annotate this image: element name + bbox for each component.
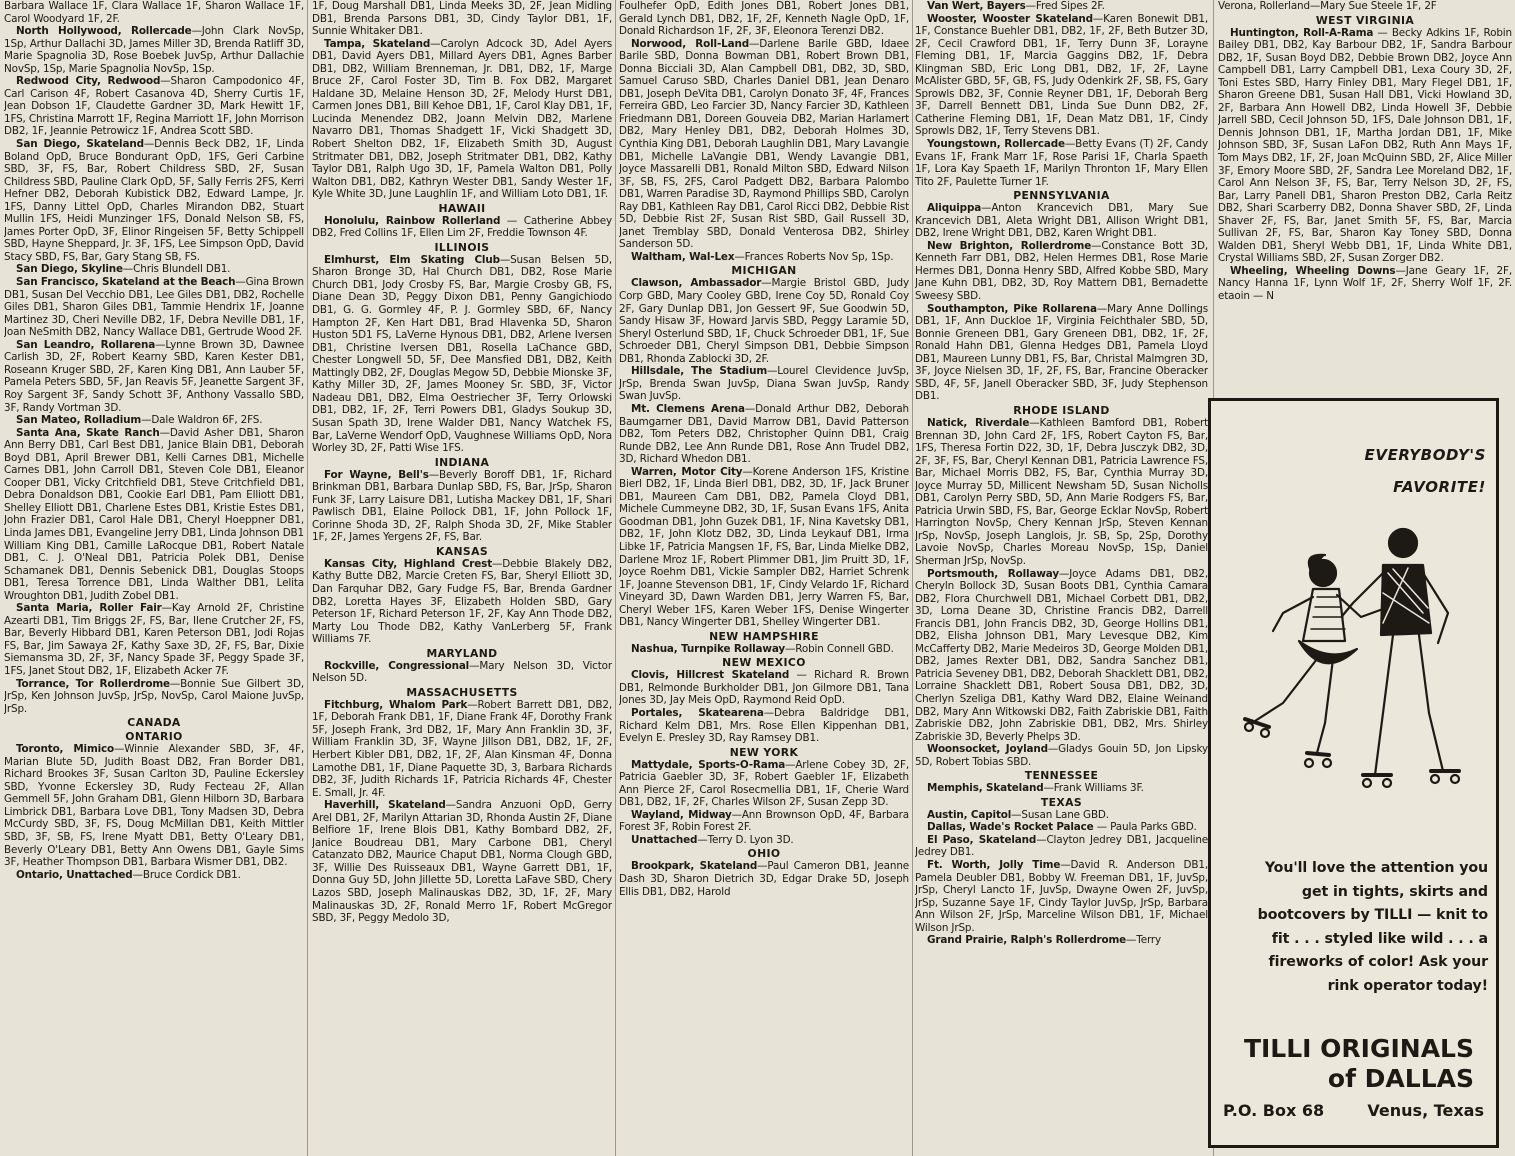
rink-name: Memphis, Skateland [927, 782, 1044, 795]
skater-results: —Arlene Cobey 3D, 2F, Patricia Gaebler 3D, 3F, Robert Gaebler 1F, Elizabeth Ann Pierce 2F, Carol Rosecmellia DB1, 1F, Cherie Ward DB1, DB2, 1F, 2F, Charles Wilson 2F, Susan Zepp 3D. [619, 758, 909, 809]
rink-listing [4, 0, 304, 25]
skater-results: —Terry [1126, 934, 1162, 947]
skater-results: —Sandra Anzuoni OpD, Gerry Arel DB1, 2F, Marilyn Attarian 3D, Rhonda Austin 2F, Diane Belfiore 1F, Irene Blois DB1, Kathy Bombard DB2, 2F, Janice Boudreau DB1, Mary Carbone DB1, Cheryl Catanzato DB2, Maurice Chaput DB1, Norma Clough GBD, 3F, Willie Des Ruisseaux DB1, Wayne Garrett DB1, 1F, Donna Guy 5D, John Jillette 5D, Loretta LaFave SBD, Chery Lazos SBD, Joseph Malinauskas DB2, 3D, 1F, 2F, Mary Malinauskas 3D, 2F, Ronald Merro 1F, Robert McGregor SBD, 3F, Peggy Medolo 3D, [312, 799, 612, 925]
state-heading: NEW HAMPSHIRE [709, 629, 819, 643]
skater-results: —Jane Geary 1F, 2F, Nancy Hanna 1F, Lynn Wolf 1F, 2F, Sherry Wolf 1F, 2F. etaoin — N [1218, 264, 1512, 303]
rink-listing [915, 138, 1208, 188]
skater-results: —Susan Belsen 5D, Sharon Bronge 3D, Hal Church DB1, DB2, Rose Marie Church DB1, Jody Crosby FS, Bar, Margie Crosby GB, FS, Diane Dean 3D, Peggy Dixon DB1, Penny Gangichiodo DB1, G. G. Gormley 4F, P. J. Gormley SBD, 6F, Nancy Hampton 2F, Ken Hart DB1, Brad Hlavenka 5D, Sharon Huston 5D1 FS, LaVerne Hynous DB1, DB2, Arlene Iversen DB1, Christine Iversen DB1, Rosella LaChance GBD, Chester Longwell 5D, 5F, Dee Mansfied DB1, DB2, Keith Mattingly DB2, 2F, Douglas Megow 5D, Debbie Mionske 3F, Kathy Miller 3D, 2F, James Mooney Sr. SBD, 3F, Victor Nadeau DB1, DB2, Elma Oestriecher 3F, Terry Orlowski DB1, DB2, 1F, 2F, Terri Powers DB1, Gladys Soukup 3D, Susan Spath 3D, Irene Walder DB1, Nancy Watchek FS, Bar, LaVerne Wendorf OpD, Vaughnese Williams OpD, Nora Worley 3D, 2F, Patti Wise 1FS. [312, 253, 612, 455]
column-rule [307, 0, 308, 1156]
skater-results: —Clayton Jedrey DB1, Jacqueline Jedrey DB1. [915, 833, 1208, 859]
rink-listing [915, 0, 1208, 13]
rink-name: Portales, Skatearena [631, 706, 764, 719]
rink-name: Elmhurst, Elm Skating Club [324, 253, 500, 266]
skater-results: —Robert Barrett DB1, DB2, 1F, Deborah Frank DB1, 1F, Diane Frank 4F, Dorothy Frank 5F, Joseph Frank, 3rd DB2, 1F, Mary Ann Franklin 3D, 3F, William Franklin 3D, 3F, Wayne Jillson DB1, DB2, 1F, 2F, Herbert Kibler DB1, DB2, 1F, 2F, Alan Kinsman 4F, Donna Lamothe DB1, 1F, Diane Paquette 3D, 3, Barbara Richards DB2, 3F, Judith Richards 1F, Patricia Richards 4F, Chester E. Small, Jr. 4F. [312, 698, 612, 799]
rink-listing [915, 934, 1208, 947]
rink-listing [915, 202, 1208, 240]
rink-name: For Wayne, Bell's [324, 468, 429, 481]
rink-listing [915, 13, 1208, 138]
rink-listing [915, 859, 1208, 934]
skating-couple-illustration [1233, 513, 1483, 813]
listing-column-2 [312, 0, 612, 1156]
rink-listing [619, 0, 909, 38]
rink-listing [4, 138, 304, 263]
rink-listing [619, 643, 909, 656]
rink-name: Clovis, Hillcrest Skateland [631, 669, 790, 682]
skater-results: —Darlene Barile GBD, Idaee Barile SBD, Donna Bowman DB1, Robert Brown DB1, Donna Bicciali 3D, Alan Campbell DB1, DB2, 3D, SBD, Samuel Caruso SBD, Charles Daniel DB1, Jean Denaro DB1, Joseph DeVita DB1, Carolyn Donato 3F, 4F, Frances Ferreira GBD, Leo Farcier 3D, Nancy Farcier 3D, Kathleen Friedmann DB1, Doreen Gouveia DB2, Marian Harlamert DB2, Mary Henley DB1, DB2, Deborah Holmes 3D, Cynthia King DB1, Deborah Laughlin DB1, Mary Lavangie DB1, Michelle LaVangie DB1, Wendy Lavangie DB1, Joyce Massarelli DB1, Ronald Milton SBD, Edward Nilson 3F, SB, FS, 2FS, Carol Padgett DB2, Barbara Palombo DB1, Warren Paradise 3D, Raymond Phillips SBD, Carolyn Ray DB1, Kathleen Ray DB1, Carol Ricci DB2, Debbie Rist 5D, Debbie Rist 2F, Susan Rist SBD, Gail Russell 3D, Janet Tremblay SBD, Donald Venterosa DB2, Shirley Sanderson 5D. [619, 37, 909, 251]
rink-listing [619, 860, 909, 898]
rink-listing [4, 869, 304, 882]
state-heading: MICHIGAN [731, 264, 797, 278]
rink-listing [1218, 0, 1512, 13]
column-rule [912, 0, 913, 1156]
state-heading: NEW YORK [729, 745, 799, 759]
rink-name: Toronto, Mimico [16, 743, 115, 756]
rink-listing [619, 38, 909, 251]
city: Venus, Texas [1367, 1101, 1484, 1120]
skater-results: —Korene Anderson 1FS, Kristine Bierl DB2, 1F, Linda Bierl DB1, DB2, 3D, 1F, Jack Bruner DB1, Maureen Cam DB1, DB2, Pamela Cloyd DB1, Michele Cummeyne DB2, 3D, 1F, Susan Evans 1FS, Anita Goodman DB1, John Guzek DB1, 1F, Nina Kavetsky DB1, DB2, 1F, John Klotz DB2, 3D, Linda Leykauf DB1, Irma Libke 1F, Patricia Mangsen 1F, FS, Bar, Linda Mielke DB2, Darlene Mroz 1F, Robert Plimmer DB1, Jim Pruitt 3D, 1F, Joyce Roehm DB1, Vickie Sampler DB2, Harriet Schrenk 1F, Joanne Stevenson DB1, 1F, Cindy Velardo 1F, Richard Vineyard 3D, Dawn Warden DB1, Jerry Warren FS, Bar, Cheryl Weber 1FS, Karen Weber 1FS, Denise Wingerter DB1, Nancy Wingerter DB1, Shelley Wingerter DB1. [619, 465, 909, 629]
rink-name: Torrance, Tor Rollerdrome [16, 677, 170, 690]
rink-name: Unattached [631, 833, 698, 846]
skater-results: —Joyce Adams DB1, DB2, Cheryln Bollock 3D, Susan Boots DB1, Cynthia Camara DB2, Flora Churchwell DB1, Michael Corbett DB1, DB2, 3D, Lorna Deane 3D, Christine Francis DB2, Darrell Francis DB1, John Francis DB2, 3D, George Hollins DB1, DB2, Elisha Johnson DB1, Mary Levesque DB2, Kim McCafferty DB2, Marie Medeiros 3D, George Molden DB1, DB2, James Rexter DB1, DB2, Sandra Sanchez DB1, Patricia Seveney DB1, DB2, Deborah Shacklett DB1, DB2, Lorraine Shacklett DB1, Robert Sousa DB1, DB2, 3D, Cherlyn Szeliga DB1, Kathy Ward DB2, Elaine Weinand DB2, Mary Ann Witkowski DB2, Faith Zabriskie DB1, Faith Zabriskie DB2, John Zabriskie DB1, DB2, Mrs. Shirley Zabriskie 3D, Beverly Phelps 3D. [915, 567, 1208, 743]
skater-results: —Kathleen Bamford DB1, Robert Brennan 3D, John Card 2F, 1FS, Robert Cayton FS, Bar, 1FS, Theresa Fortin D22, 3D, 1F, Debra Jusczyk DB2, 3D, 2F, 3F, FS, Bar, Cheryl Kennan DB1, Patricia Lawrence FS, Bar, Michael Morris DB2, FS, Bar, Cynthia Murray 3D, Joyce Murray 5D, Millicent Newsham 5D, Susan Nicholls DB1, Carolyn Perry SBD, 5D, Ann Marie Rodgers FS, Bar, Patricia Urwin SBD, FS, Bar, George Ecklar NovSp, Robert Harrington NovSp, Chery Kennan JrSp, Steven Kennan JrSp, NovSp, Joseph Langlois, Jr. SB, Sp, 2Sp, Dorothy Lavoie NovSp, Charles Moreau NovSp, 1Sp, Daniel Sherman JrSp, NovSp. [915, 416, 1208, 567]
skater-results: —Mary Nelson 3D, Victor Nelson 5D. [312, 659, 612, 685]
rink-name: Wheeling, Wheeling Downs [1230, 264, 1396, 277]
ad-headline: EVERYBODY'S FAVORITE! [1364, 446, 1486, 496]
rink-listing [915, 240, 1208, 303]
rink-listing [915, 834, 1208, 859]
rink-listing [619, 277, 909, 365]
rink-listing [915, 782, 1208, 795]
rink-listing [619, 403, 909, 466]
skater-results: —Karen Bonewit DB1, 1F, Constance Buehler DB1, DB2, 1F, 2F, Beth Butzer 3D, 2F, Cecil Crawford DB1, 1F, Terry Dunn 3F, Lorayne Fleming DB1, 1F, Marcia Gaggins DB2, 1F, Debra Klingman SBD, Eric Long DB1, DB2, 1F, 2F, Layne McAlister GBD, 5F, GB, FS, Judy Odenkirk 2F, SB, FS, Gary Sprowls DB2, 3F, Connie Reyner DB1, 1F, Deborah Berg 3F, Darrell Bennett DB1, Linda Sue Dunn DB2, 2F, Catherine Fleming DB1, 1F, Dean Matz DB1, 1F, Cindy Sprowls DB2, 1F, Terry Stevens DB1. [915, 12, 1208, 138]
rink-name: Nashua, Turnpike Rollaway [631, 642, 786, 655]
rink-listing [312, 699, 612, 799]
rink-name: Austin, Capitol [927, 808, 1012, 821]
rink-name: Wayland, Midway [631, 808, 732, 821]
rink-name: Kansas City, Highland Crest [324, 557, 493, 570]
po-box: P.O. Box 68 [1223, 1101, 1325, 1120]
rink-listing [4, 427, 304, 603]
rink-name: Mt. Clemens Arena [631, 402, 745, 415]
skater-results: —Mary Anne Dollings DB1, 1F, Ann Duckloe 1F, Virginia Feichthaler SBD, 5D, Bonnie Greneen DB1, Gary Greneen DB1, DB2, 1F, 2F, Ronald Hahn DB1, Glenna Hedges DB1, Pamela Lloyd DB1, Maureen Lunny DB1, FS, Bar, Christal Malmgren 3D, 3F, Joyce Nielsen 3D, 1F, 2F, FS, Bar, Francine Oberacker SBD, 4F, 5F, Janell Oberacker SBD, 3F, Judy Stephenson DB1. [915, 302, 1208, 403]
state-heading: MASSACHUSETTS [406, 685, 518, 699]
skater-results: —Carolyn Adcock 3D, Adel Ayers DB1, David Ayers DB1, Millard Ayers DB1, Agnes Barber DB1, DB2, William Brenneman, Jr. DB1, DB2, 1F, Marge Bruce 2F, Carol Foster 3D, Tim B. Fox DB2, Margaret Haldane 3D, Melaine Henson 3D, 2F, Melody Hurst DB1, Carmen Jones DB1, Bill Kehoe DB1, 1F, Carol Klay DB1, 1F, Lucinda Menendez DB2, Joann Melvin DB2, Marlene Navarro DB1, Thomas Shadgett 1F, Vicki Shadgett 3D, Robert Shelton DB2, 1F, Elizabeth Smith 3D, August Stritmater DB1, DB2, Joseph Stritmater DB1, DB2, Kathy Taylor DB1, Ralph Ugo 3D, 1F, Pamela Walton DB1, Polly Walton DB1, DB2, Kathryn Wester DB1, Sandy Wester 1F, Kyle White 3D, June Laughlin 1F, and William Loto DB1, 1F. [312, 37, 612, 201]
rink-name: Southampton, Pike Rollarena [927, 302, 1097, 315]
state-heading: TENNESSEE [1024, 769, 1099, 783]
rink-name: Fitchburg, Whalom Park [324, 698, 468, 711]
rink-name: San Francisco, Skateland at the Beach [16, 276, 236, 289]
skater-results: —Debbie Blakely DB2, Kathy Butte DB2, Marcie Creten FS, Bar, Sheryl Elliott 3D, Dan Farquhar DB2, Gary Fudge FS, Bar, Brenda Gardner DB2, Loretta Hayes 3F, Elizabeth Holden SBD, Gary Peterson 1F, Richard Peterson 1F, 2F, Kay Ann Thode DB2, Marty Lou Thode DB2, Kathy VanLerberg 5F, Frank Williams 7F. [312, 557, 612, 646]
rink-listing [4, 75, 304, 138]
rink-listing [312, 469, 612, 544]
rink-name: Aliquippa [927, 202, 982, 215]
skater-results: —David R. Anderson DB1, Pamela Deubler DB1, Bobby W. Freeman DB1, 1F, JuvSp, JrSp, Cheryl Lancto 1F, JuvSp, Dwayne Owen 2F, JuvSp, JrSp, Suzanne Saye 1F, Cindy Taylor JuvSp, JrSp, Barbara Ann Wilson 2F, JrSp, Marceline Wilson DB1, 1F, Michael Wilson JrSp. [915, 859, 1208, 934]
skater-results: —Bonnie Sue Gilbert 3D, JrSp, Ken Johnson JuvSp, JrSp, NovSp, Carol Maione JuvSp, JrSp. [4, 677, 304, 715]
state-heading: HAWAII [438, 201, 486, 215]
state-heading: WEST VIRGINIA [1315, 13, 1415, 27]
rink-listing [915, 821, 1208, 834]
rink-listing [312, 558, 612, 646]
rink-listing [4, 743, 304, 868]
rink-listing [915, 417, 1208, 568]
state-heading: PENNSYLVANIA [1013, 189, 1110, 203]
skater-results: Verona, Rollerland—Mary Sue Steele 1F, 2F [1218, 0, 1437, 12]
rink-name: Woonsocket, Joyland [927, 743, 1048, 756]
state-heading: OHIO [747, 847, 781, 861]
state-heading: ONTARIO [125, 730, 183, 744]
skater-results: —Ann Brownson OpD, 4F, Barbara Forest 3F, Robin Forest 2F. [619, 808, 909, 834]
rink-name: Van Wert, Bayers [927, 0, 1026, 12]
rink-name: Ft. Worth, Jolly Time [927, 859, 1061, 871]
rink-listing [619, 707, 909, 745]
rink-listing [312, 0, 612, 38]
rink-name: San Diego, Skateland [16, 138, 144, 151]
listing-column-5 [1218, 0, 1512, 380]
rink-name: Warren, Motor City [631, 465, 743, 478]
state-heading: MARYLAND [426, 646, 498, 660]
rink-name: Portsmouth, Rollaway [927, 567, 1059, 580]
skater-results: —Bruce Cordick DB1. [132, 868, 241, 881]
skater-results: —Fred Sipes 2F. [1025, 0, 1105, 12]
rink-name: Natick, Riverdale [927, 416, 1030, 429]
rink-name: Santa Ana, Skate Ranch [16, 426, 160, 439]
rink-name: Hillsdale, The Stadium [631, 365, 768, 378]
rink-listing [619, 669, 909, 707]
skater-results: — Paula Parks GBD. [1093, 821, 1197, 834]
skater-results: —John Clark NovSp, 1Sp, Arthur Dallachi 3D, James Miller 3D, Brenda Ratliff 3D, Marie Spagnolia 3D, Rose Boebek JuvSp, Arthur Dallachie NovSp, 1Sp, Marie Spagnolia NovSp, 1Sp. [4, 25, 304, 75]
skater-results: —Constance Bott 3D, Kenneth Farr DB1, DB2, Helen Hermes DB1, Rose Marie Hermes DB1, Donna Henry SBD, Alfred Kobbe SBD, Mary Jane Kuhn DB1, DB2, 3D, Roy Mattern DB1, Bernadette Sweesy SBD. [915, 239, 1208, 303]
rink-listing [4, 25, 304, 75]
state-heading: CANADA [127, 716, 181, 730]
rink-listing [619, 466, 909, 629]
listing-column-3 [619, 0, 909, 1156]
ad-brand [1214, 1034, 1474, 1094]
rink-name: Santa Maria, Roller Fair [16, 602, 162, 615]
skater-results: Foulhefer OpD, Edith Jones DB1, Robert Jones DB1, Gerald Lynch DB1, DB2, 1F, 2F, Kenneth Nagle OpD, 1F, Donald Richardson 1F, 2F, 3F, Eleonora Terenzi DB2. [619, 0, 909, 38]
rink-listing [915, 743, 1208, 768]
skater-results: 1F, Doug Marshall DB1, Linda Meeks 3D, 2F, Jean Midling DB1, Brenda Parsons DB1, 3D, Cindy Taylor DB1, 1F, Sunnie Whitaker DB1. [312, 0, 612, 38]
skater-results: —Chris Blundell DB1. [122, 263, 231, 276]
skater-results: —David Asher DB1, Sharon Ann Berry DB1, Carl Best DB1, Janice Blain DB1, Deborah Boyd DB1, April Brewer DB1, Kelli Carnes DB1, Michelle Carnes DB1, John Carroll DB1, Steven Cole DB1, Eleanor Cooper DB1, Vicky Critchfield DB1, Steve Critchfield DB1, Debra Donaldson DB1, Cookie Earl DB1, Pam Elliott DB1, Shelley Elliott DB1, Charlene Estes DB1, Kristie Estes DB1, John Frazier DB1, Carol Hale DB1, Cheryl Hoeppner DB1, Linda James DB1, Evangeline Jerry DB1, Linda Johnson DB1 William King DB1, Camille LaRocque DB1, Robert Natale DB1, C. J. O'Neal DB1, Patricia Polek DB1, Denise Schamanek DB1, Dennis Sebenick DB1, Douglas Stoops DB1, Teresa Torrence DB1, Linda Walther DB1, Lelita Wroughton DB1, Judith Zobel DB1. [4, 426, 304, 602]
rink-listing [619, 365, 909, 403]
rink-listing [312, 660, 612, 685]
rink-listing [4, 414, 304, 427]
ad-copy: You'll love the attention you get in tights, skirts and bootcovers by TILLI — knit to fit . . . styled like wild . . . a fireworks of color! Ask your rink operator today! [1257, 860, 1488, 994]
rink-name: Haverhill, Skateland [324, 799, 446, 812]
state-heading: NEW MEXICO [722, 656, 806, 670]
rink-name: Ontario, Unattached [16, 868, 133, 881]
skater-results: — Catherine Abbey DB2, Fred Collins 1F, Ellen Lim 2F, Freddie Townson 4F. [312, 214, 612, 240]
skater-results: —Paul Cameron DB1, Jeanne Dash 3D, Sharon Dietrich 3D, Edgar Drake 5D, Joseph Ellis DB1, DB2, Harold [619, 860, 909, 898]
rink-listing [312, 215, 612, 240]
state-heading: RHODE ISLAND [1013, 403, 1110, 417]
rink-listing [915, 809, 1208, 822]
rink-listing [312, 38, 612, 201]
listing-column-1 [4, 0, 304, 1156]
rink-listing [1218, 27, 1512, 265]
rink-name: Clawson, Ambassador [631, 277, 762, 290]
skater-results: —Anton Krancevich DB1, Mary Sue Krancevich DB1, Aleta Wright DB1, Allison Wright DB1, DB2, Irene Wright DB1, DB2, Karen Wright DB1. [915, 202, 1208, 240]
rink-listing [312, 254, 612, 455]
skater-results: —Lourel Clevidence JuvSp, JrSp, Brenda Swan JuvSp, Diana Swan JuvSp, Randy Swan JuvSp. [619, 365, 909, 403]
skater-results: —Kay Arnold 2F, Christine Azearti DB1, Tim Briggs 2F, FS, Bar, Ilene Crutcher 2F, FS, Bar, Beverly Hibbard DB1, Karen Peterson DB1, Jodi Rojas FS, Bar, Jim Sawaya 2F, Kathy Saxe 3D, 2F, FS, Bar, Dixie Siemansma 3D, 2F, 3F, Nancy Spade 3F, Peggy Spade 3F, 1FS, Janet Stout DB2, 1F, Elizabeth Acker 7F. [4, 602, 304, 677]
rink-name: El Paso, Skateland [927, 833, 1037, 846]
rink-name: San Leandro, Rollarena [16, 338, 156, 351]
skater-results: —Lynne Brown 3D, Dawnee Carlish 3D, 2F, Robert Kearny SBD, Karen Kester DB1, Roseann Kruger SBD, 2F, Karen King DB1, Ann Lauber 5F, Pamela Peters SBD, 5F, Jan Reavis 5F, Jeanette Sargent 3F, Roy Sargent 3F, Sandy Schott 3F, Anthony Vassallo SBD, 3F, Randy Vortman 3D. [4, 338, 304, 414]
rink-name: New Brighton, Rollerdrome [927, 239, 1092, 252]
rink-listing [4, 263, 304, 276]
brand-line-1: TILLI ORIGINALS [1243, 1034, 1474, 1063]
rink-name: Brookpark, Skateland [631, 860, 758, 873]
rink-listing [619, 809, 909, 834]
skater-results: —Gladys Gouin 5D, Jon Lipsky 5D, Robert Tobias SBD. [915, 743, 1208, 768]
rink-listing [1218, 265, 1512, 303]
brand-line-2: of DALLAS [1327, 1064, 1474, 1093]
skater-results: — Richard R. Brown DB1, Relmonde Burkholder DB1, Jon Gilmore DB1, Tana Jones 3D, Jay Meis OpD, Raymond Reid OpD. [619, 669, 909, 707]
rink-name: Grand Prairie, Ralph's Rollerdrome [927, 934, 1127, 947]
skater-results: —Terry D. Lyon 3D. [697, 833, 794, 846]
skater-results: —Winnie Alexander SBD, 3F, 4F, Marian Blute 5D, Judith Boast DB2, Fran Border DB1, Richard Brookes 3F, Susan Carlton 3D, Pauline Eckersley SBD, Yvonne Eckersley 3D, Rudy Fecteau 2F, Allan Gemmell 5F, John Graham DB1, Glenn Hilborn 3D, Barbara Limbrick DB1, Barbara Love DB1, Tony Madsen 3D, Debra McCurdy SBD, 3F, FS, Doug McMillan DB1, Keith Mittler SBD, 3F, SB, FS, Irene Myatt DB1, Betty O'Leary DB1, Beverly O'Leary DB1, Betty Ann Owens DB1, Gayle Sims 3F, Heather Thompson DB1, Barbara Wismer DB1, DB2. [4, 743, 304, 869]
rink-listing [619, 759, 909, 809]
skater-results: —Robin Connell GBD. [785, 642, 894, 655]
rink-listing [4, 339, 304, 414]
rink-listing [4, 678, 304, 716]
rink-name: San Diego, Skyline [16, 263, 123, 276]
rink-name: Wooster, Wooster Skateland [927, 12, 1093, 25]
rink-name: Redwood City, Redwood [16, 75, 161, 88]
skater-results: —Betty Evans (T) 2F, Candy Evans 1F, Frank Marr 1F, Rose Parisi 1F, Charla Spaeth 1F, Lora Kay Spaeth 1F, Marilyn Thronton 1F, Mary Ellen Tito 2F, Paulette Turner 1F. [915, 138, 1208, 188]
skater-results: —Frances Roberts Nov Sp, 1Sp. [734, 250, 894, 263]
rink-listing [915, 303, 1208, 403]
rink-name: Dallas, Wade's Rocket Palace [927, 821, 1094, 834]
rink-name: Honolulu, Rainbow Rollerland [324, 214, 501, 227]
column-rule [615, 0, 616, 1156]
skater-results: —Beverly Boroff DB1, 1F, Richard Brinkman DB1, Barbara Dunlap SBD, FS, Bar, JrSp, Sharon Funk 3F, Larry Laisure DB1, Lutisha Mackey DB1, 1F, Shari Pawlisch DB1, Elaine Pollock DB1, 1F, John Pollock 1F, Corinne Shoda 3D, 2F, Ralph Shoda 3D, 2F, Mike Stabler 1F, 2F, James Yergens 2F, FS, Bar. [312, 468, 612, 544]
rink-listing [619, 834, 909, 847]
state-heading: TEXAS [1040, 795, 1083, 809]
state-heading: INDIANA [434, 455, 490, 469]
skater-results: — Becky Adkins 1F, Robin Bailey DB1, DB2, Kay Barbour DB2, 1F, Sandra Barbour DB2, 1F, Susan Boyd DB2, Debbie Brown DB2, Joyce Ann Campbell DB1, Larry Campbell DB1, Lexa Coury 3D, 2F, Toni Estes SBD, Harry Finley DB1, Mary Flegel DB1, 1F, Sharon Greene DB1, Susan Hall DB1, Vicki Howland 3D, 2F, Barbara Ann Howell DB2, Linda Howell 3F, Debbie Jarrell SBD, Cecil Johnson 5D, 1FS, Dale Johnson DB1, 1F, Dennis Johnson DB1, 1F, Martha Jordan DB1, 1F, Mike Johnson SBD, 3F, Susan LaFon DB2, Ruth Ann Mays 1F, Tom Mays DB2, 1F, 2F, Joan McQuinn SBD, 2F, Alice Miller 3F, Emory Moore SBD, 2F, Sandra Lee Moreland DB2, 1F, Carol Ann Nelson 3F, FS, Bar, Terry Nelson 3D, 2F, FS, Bar, Larry Panell DB1, Sharon Preston DB2, Carla Reitz DB2, Shari Scarberry DB2, Donna Shaver SBD, 2F, Linda Shaver 2F, FS, Bar, Janet Smith 5F, FS, Bar, Marcia Sullivan 2F, FS, Bar, Sharon Kay Toney SBD, Donna Walden DB1, Sheryl Webb DB1, 1F, Linda White DB1, Crystal Williams SBD, 2F, Susan Zorger DB2. [1218, 26, 1512, 265]
skater-results: —Dennis Beck DB2, 1F, Linda Boland OpD, Bruce Bondurant OpD, 1FS, Geri Carbine SBD, 3F, FS, Bar, Robert Childress SBD, 2F, Susan Childress SBD, Pauline Clark OpD, 5F, Sally Ferris 2FS, Kerri Hefner DB2, Deborah Kubistick DB2, Edward Lampe, Jr. 1FS, Danny Littel OpD, Charles Mirandon DB2, Stuart Mullin 1FS, Heidi Munzinger 1FS, Donald Nelson SB, FS, James Porter OpD, 3F, Elinor Ringeisen 5F, Betty Schippell SBD, Hayne Sheppard, Jr. 3F, 1FS, Lee Simpson OpD, David Stacy SBD, FS, Bar, Gary Stang SB, FS. [4, 138, 304, 263]
skater-results: —Margie Bristol GBD, Judy Corp GBD, Mary Cooley GBD, Irene Coy 5D, Ronald Coy 2F, Gary Dunlap DB1, Jon Gessert 9F, Sue Goodwin 5D, Sandy Hisaw 3F, Howard Jarvis SBD, Peggy Laramie 5D, Sheryl Osterlund SBD, 1F, Chuck Schroeder DB1, 1F, Sue Schroeder DB1, Cheryl Simpson DB1, Debbie Simpson DB1, Rhonda Zablocki 3D, 2F. [619, 277, 909, 365]
rink-listing [4, 276, 304, 339]
skater-results: —Debra Baldridge DB1, Richard Kelm DB1, Mrs. Rose Ellen Kippenhan DB1, Evelyn E. Presley 3D, Ray Ramsey DB1. [619, 706, 909, 745]
skater-results: Barbara Wallace 1F, Clara Wallace 1F, Sharon Wallace 1F, Carol Woodyard 1F, 2F. [4, 0, 304, 25]
rink-name: Mattydale, Sports-O-Rama [631, 758, 786, 771]
rink-name: Rockville, Congressional [324, 659, 470, 672]
rink-name: North Hollywood, Rollercade [16, 25, 192, 38]
rink-name: Youngstown, Rollercade [927, 138, 1065, 151]
skater-results: —Sharon Campodonico 4F, Carl Carison 4F, Robert Casanova 4D, Sherry Curtis 1F, Jean Dobson 1F, Claudette Gardner 3D, Mark Hewitt 1F, 1FS, Christina Marrott 1F, Regina Marriott 1F, John Morrison DB2, 1F, Jeannie Petrowicz 1F, Andrea Scott SBD. [4, 75, 304, 138]
state-heading: KANSAS [435, 544, 489, 558]
skater-results: —Gina Brown DB1, Susan Del Vecchio DB1, Lee Giles DB1, DB2, Rochelle Giles DB1, Sharon Giles DB1, Tammie Hendrix 1F, Joanne Martinez 3D, Cheri Neville DB2, 1F, Debra Neville DB1, 1F, Joan NeSmith DB2, Nancy Wallace DB1, Gertrude Wood 2F. [4, 276, 304, 339]
skater-results: —Susan Lane GBD. [1011, 808, 1109, 821]
rink-listing [4, 602, 304, 677]
skater-results: —Donald Arthur DB2, Deborah Baumgarner DB1, David Marrow DB1, David Patterson DB2, Tom Peters DB2, Christopher Quinn DB1, Craig Runde DB2, Lee Ann Runde DB1, Rose Ann Trudel DB2, 3D, Richard Whedon DB1. [619, 402, 909, 466]
rink-listing [312, 799, 612, 924]
tilli-originals-advertisement [1208, 398, 1499, 1148]
listing-column-4 [915, 0, 1208, 1156]
rink-name: Huntington, Roll-A-Rama [1230, 26, 1374, 39]
rink-name: Norwood, Roll-Land [631, 37, 750, 50]
skater-results: —Frank Williams 3F. [1043, 782, 1144, 795]
rink-name: Waltham, Wal-Lex [631, 250, 735, 263]
skater-results: —Dale Waldron 6F, 2FS. [141, 414, 263, 427]
rink-name: San Mateo, Rolladium [16, 414, 142, 427]
rink-listing [915, 568, 1208, 744]
state-heading: ILLINOIS [434, 240, 490, 254]
ad-address [1223, 1101, 1484, 1120]
rink-name: Tampa, Skateland [324, 37, 431, 50]
rink-listing [619, 251, 909, 264]
